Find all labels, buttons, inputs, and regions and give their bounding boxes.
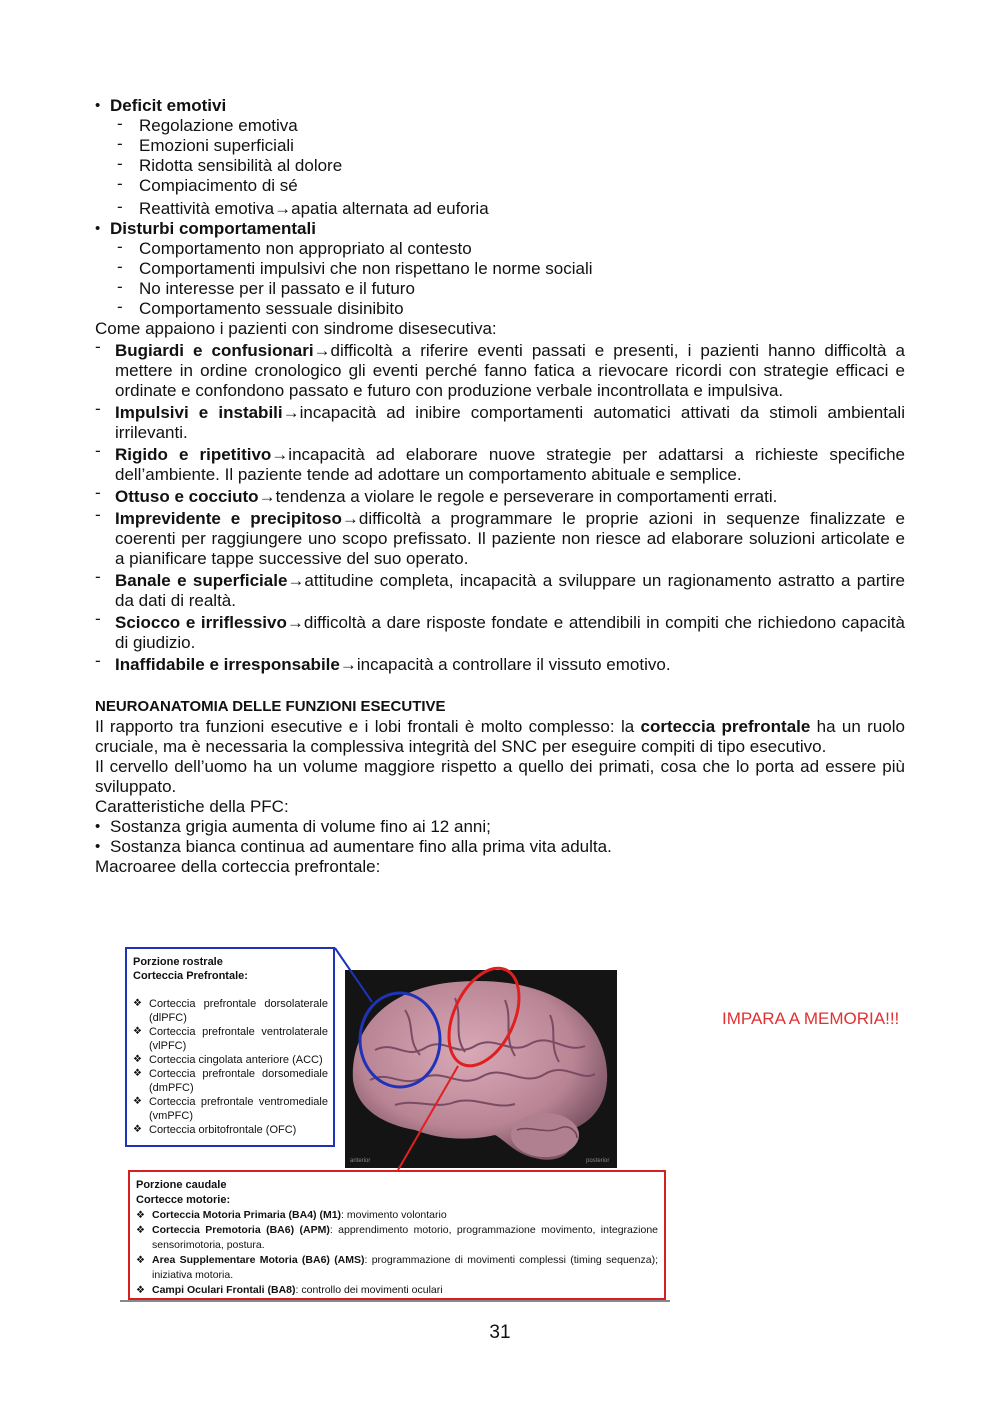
paragraph: Il rapporto tra funzioni esecutive e i lobi frontali è molto complesso: la corteccia prefrontale ha un ruolo cruciale, ma è necessaria la complessiva integrità del SNC per eseguire compiti di tipo esecutivo.	[95, 717, 905, 756]
list-item: ❖ Campi Oculari Frontali (BA8): controllo dei movimenti oculari	[136, 1284, 443, 1296]
paragraph: Il cervello dell’uomo ha un volume maggiore rispetto a quello dei primati, cosa che lo porta ad essere più sviluppato.	[95, 757, 905, 796]
patients-intro: Come appaiono i pazienti con sindrome disesecutiva:	[95, 319, 497, 338]
paragraph: Macroaree della corteccia prefrontale:	[95, 857, 381, 876]
list-item: - Emozioni superficiali	[117, 134, 294, 155]
list-item: - Regolazione emotiva	[117, 114, 298, 135]
caudal-ellipse	[435, 957, 533, 1077]
rostral-title: Porzione rostrale	[133, 956, 223, 968]
list-item: - Impulsivi e instabili→incapacità ad inibire comportamenti automatici attivati da stimoli ambientali irrilevanti.	[95, 399, 905, 442]
list-item: - Banale e superficiale→attitudine completa, incapacità a sviluppare un ragionamento astratto a partire da dati di realtà.	[95, 567, 905, 610]
list-item: - Rigido e ripetitivo→incapacità ad elaborare nuove strategie per adattarsi a richieste specifiche dell’ambiente. Il paziente tende ad adottare un comportamento abituale e semplice.	[95, 441, 905, 484]
list-item: • Sostanza bianca continua ad aumentare fino alla prima vita adulta.	[95, 837, 905, 857]
list-item: - Comportamento non appropriato al contesto	[117, 237, 472, 258]
list-item: - Inaffidabile e irresponsabile→incapacità a controllare il vissuto emotivo.	[95, 651, 671, 674]
rostral-circle	[360, 993, 440, 1087]
page-number: 31	[489, 1322, 511, 1343]
rostral-subtitle: Corteccia Prefrontale:	[133, 970, 248, 982]
list-item: ❖ Corteccia Motoria Primaria (BA4) (M1): movimento volontario	[136, 1209, 447, 1221]
paragraph: Caratteristiche della PFC:	[95, 797, 289, 816]
list-item: ❖ Corteccia prefrontale ventrolaterale (vlPFC)	[133, 1026, 328, 1052]
section-heading: NEUROANATOMIA DELLE FUNZIONI ESECUTIVE	[95, 698, 446, 715]
list-item: ❖ Corteccia cingolata anteriore (ACC)	[133, 1054, 323, 1066]
caudal-title: Porzione caudale	[136, 1179, 227, 1191]
list-item: ❖ Corteccia orbitofrontale (OFC)	[133, 1124, 297, 1136]
list-item: ❖ Area Supplementare Motoria (BA6) (AMS): programmazione di movimenti complessi (timing sequenza); iniziativa motoria.	[136, 1254, 658, 1281]
list-item: - No interesse per il passato e il futuro	[117, 277, 415, 298]
list-item: - Comportamenti impulsivi che non rispettano le norme sociali	[117, 257, 593, 278]
list-item: • Sostanza grigia aumenta di volume fino ai 12 anni;	[95, 817, 905, 837]
list-item: ❖ Corteccia Premotoria (BA6) (APM): apprendimento motorio, programmazione movimento, integrazione sensorimotoria, postura.	[136, 1224, 658, 1251]
list-item: - Compiacimento di sé	[117, 174, 298, 195]
list-item: ❖ Corteccia prefrontale dorsolaterale (dlPFC)	[133, 998, 328, 1024]
rostral-box	[125, 947, 335, 1147]
list-item: - Comportamento sessuale disinibito	[117, 297, 404, 318]
rostral-pointer	[335, 948, 372, 1002]
figure-baseline	[120, 1300, 670, 1302]
caudal-subtitle: Cortecce motorie:	[136, 1194, 231, 1206]
memorize-note: IMPARA A MEMORIA!!!	[722, 1009, 900, 1028]
caudal-pointer	[398, 1066, 458, 1170]
list-item: ❖ Corteccia prefrontale ventromediale (vmPFC)	[133, 1096, 328, 1122]
list-item: - Bugiardi e confusionari→difficoltà a riferire eventi passati e presenti, i pazienti hanno difficoltà a mettere in ordine cronologico gli eventi perché fanno fatica a rievocare ricordi con strategie efficaci e ordinate e confondono passato e futuro con produzione verbale incontrollata e impulsiva.	[95, 337, 905, 400]
emotional-title: Deficit emotivi	[110, 96, 227, 115]
caudal-box	[128, 1170, 666, 1300]
list-item: ❖ Corteccia prefrontale dorsomediale (dmPFC)	[133, 1068, 328, 1094]
list-item: - Ridotta sensibilità al dolore	[117, 154, 343, 175]
list-item: - Sciocco e irriflessivo→difficoltà a dare risposte fondate e attendibili in compiti che richiedono capacità di giudizio.	[95, 609, 905, 652]
list-item: - Reattività emotiva→apatia alternata ad euforia	[117, 197, 489, 218]
caption-anterior: anterior	[350, 1158, 371, 1164]
caption-posterior: posterior	[586, 1158, 610, 1164]
behavioral-title: Disturbi comportamentali	[110, 219, 316, 238]
list-item: - Imprevidente e precipitoso→difficoltà a programmare le proprie azioni in sequenze finalizzate e coerenti per raggiungere uno scopo prefissato. Il paziente non riesce ad elaborare soluzioni articolate e a pianificare tappe successive del suo operato.	[95, 505, 905, 568]
list-item: - Ottuso e cocciuto→tendenza a violare le regole e perseverare in comportamenti errati.	[95, 483, 778, 506]
